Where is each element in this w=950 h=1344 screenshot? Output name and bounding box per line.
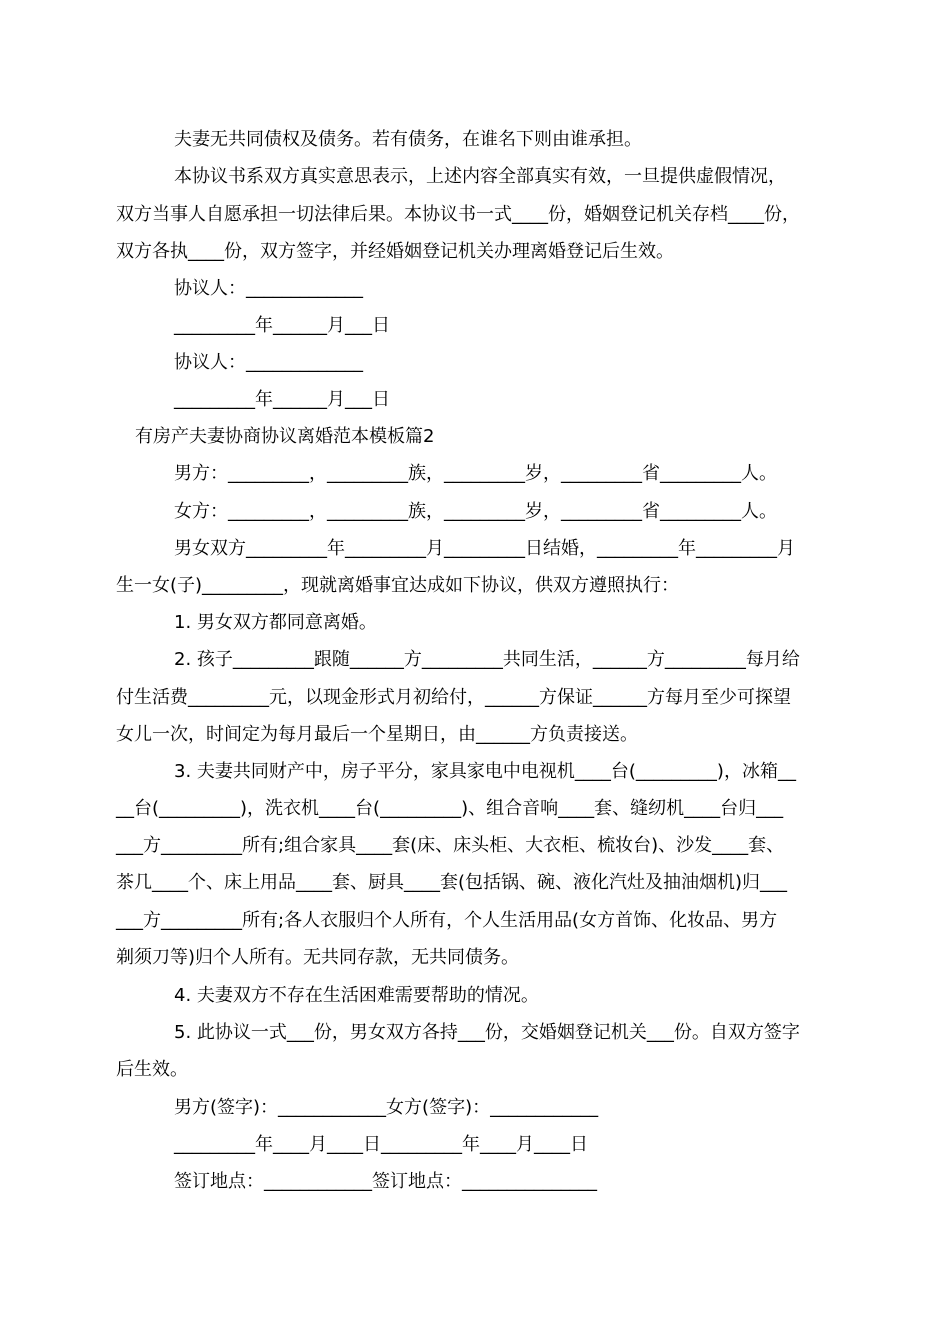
clause-4: 4. 夫妻双方不存在生活困难需要帮助的情况。 (174, 985, 539, 1006)
text-line: 女方：_________，_________族，_________岁，_________省_________人。 (174, 501, 777, 522)
clause-5: 5. 此协议一式___份，男女双方各持___份，交婚姻登记机关___份。自双方签字 (174, 1022, 800, 1043)
text-line: __台(_________)，洗衣机____台(_________)、组合音响____套、缝纫机____台归___ (116, 798, 784, 819)
text-line: ___方_________所有;组合家具____套(床、床头柜、大衣柜、梳妆台)、沙发____套、 (116, 835, 785, 856)
text-line: 生一女(子)_________，现就离婚事宜达成如下协议，供双方遵照执行： (116, 575, 680, 596)
signature-line: 男方(签字)：____________女方(签字)：____________ (174, 1097, 599, 1118)
text-line: 男女双方_________年_________月_________日结婚，_________年_________月 (174, 538, 795, 559)
signatory-line: 协议人：_____________ (174, 278, 363, 299)
text-line: 本协议书系双方真实意思表示，上述内容全部真实有效，一旦提供虚假情况， (174, 166, 786, 187)
signing-place-line: 签订地点：____________签订地点：_______________ (174, 1171, 597, 1192)
text-line: 双方各执____份，双方签字，并经婚姻登记机关办理离婚登记后生效。 (116, 241, 674, 262)
date-line: _________年______月___日 (174, 389, 390, 410)
text-line: 付生活费_________元，以现金形式月初给付，______方保证______方每月至少可探望 (116, 687, 791, 708)
text-line: 后生效。 (116, 1059, 188, 1080)
clause-1: 1. 男女双方都同意离婚。 (174, 612, 377, 633)
date-line: _________年____月____日_________年____月____日 (174, 1134, 588, 1155)
section-title: 有房产夫妻协商协议离婚范本模板篇2 (135, 426, 435, 447)
text-line: 夫妻无共同债权及债务。若有债务，在谁名下则由谁承担。 (174, 129, 642, 150)
signatory-line: 协议人：_____________ (174, 352, 363, 373)
clause-3: 3. 夫妻共同财产中，房子平分，家具家电中电视机____台(_________)，冰箱__ (174, 761, 796, 782)
text-line: 剃须刀等)归个人所有。无共同存款，无共同债务。 (116, 947, 520, 968)
text-line: ___方_________所有;各人衣服归个人所有，个人生活用品(女方首饰、化妆品、男方 (116, 910, 778, 931)
text-line: 茶几____个、床上用品____套、厨具____套(包括锅、碗、液化汽灶及抽油烟机)归___ (116, 872, 788, 893)
text-line: 男方：_________，_________族，_________岁，_________省_________人。 (174, 463, 777, 484)
date-line: _________年______月___日 (174, 315, 390, 336)
text-line: 女儿一次，时间定为每月最后一个星期日，由______方负责接送。 (116, 724, 638, 745)
text-line: 双方当事人自愿承担一切法律后果。本协议书一式____份，婚姻登记机关存档____份， (116, 204, 800, 225)
clause-2: 2. 孩子_________跟随______方_________共同生活，______方_________每月给 (174, 649, 800, 670)
